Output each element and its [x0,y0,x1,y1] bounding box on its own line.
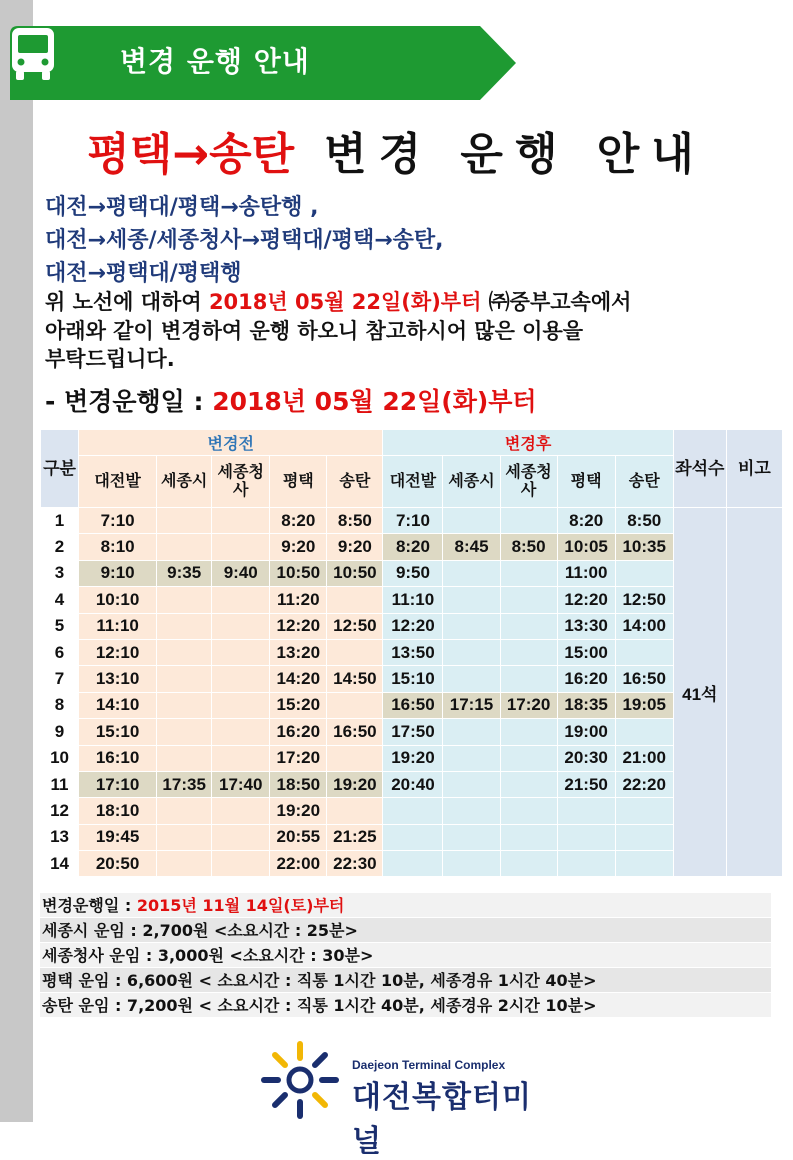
cell-before [157,719,212,745]
terminal-logo [260,1040,550,1159]
cell-before: 16:50 [327,719,383,745]
cell-after: 16:50 [615,666,673,692]
cell-before: 18:10 [79,798,157,824]
cell-before [327,745,383,771]
cell-after: 19:05 [615,692,673,718]
subheader-after: 세종청사 [500,456,557,508]
header-after: 변경후 [383,430,673,456]
cell-before: 18:50 [270,771,327,797]
cell-before: 11:20 [270,587,327,613]
row-number: 3 [41,560,79,586]
cell-after [443,824,500,850]
table-row [41,771,783,797]
table-row [41,560,783,586]
cell-after [443,508,500,534]
row-number: 9 [41,719,79,745]
cell-after [500,666,557,692]
cell-before [327,798,383,824]
seat-count: 41석 [673,508,726,877]
header-seat: 좌석수 [673,430,726,508]
cell-after [443,587,500,613]
info-pyeongtaek-fare: 평택 운임 : 6,600원 < 소요시간 : 직통 1시간 10분, 세종경유 1시간 40분> [40,968,771,993]
cell-after: 8:45 [443,534,500,560]
cell-after [443,771,500,797]
route-line-3: 대전→평택대/평택행 [45,261,242,286]
cell-before [212,508,270,534]
cell-before [157,824,212,850]
cell-before: 17:40 [212,771,270,797]
cell-before [212,587,270,613]
notice-date: 2018년 05월 22일(화)부터 [208,290,482,314]
subheader-after: 대전발 [383,456,443,508]
cell-before [327,587,383,613]
cell-after: 15:10 [383,666,443,692]
cell-after: 9:50 [383,560,443,586]
cell-after [500,719,557,745]
row-number: 14 [41,851,79,877]
info-date-label: 변경운행일 : [42,896,137,915]
row-number: 5 [41,613,79,639]
cell-after [500,824,557,850]
notice-company: ㈜중부고속에서 [481,290,632,314]
cell-before [212,745,270,771]
cell-before [212,851,270,877]
cell-before: 9:20 [327,534,383,560]
cell-before [212,692,270,718]
cell-after [443,560,500,586]
row-number: 2 [41,534,79,560]
cell-before: 14:50 [327,666,383,692]
cell-after [615,824,673,850]
header-before: 변경전 [79,430,383,456]
cell-after: 12:20 [383,613,443,639]
route-line-2: 대전→세종/세종청사→평택대/평택→송탄, [45,228,444,253]
cell-after: 17:15 [443,692,500,718]
cell-before: 10:50 [270,560,327,586]
cell-before: 8:20 [270,508,327,534]
cell-before [212,666,270,692]
page-title [0,118,793,182]
change-date-value: 2018년 05월 22일(화)부터 [212,387,537,416]
schedule-table [40,429,783,877]
subheader-before: 평택 [270,456,327,508]
cell-before: 17:20 [270,745,327,771]
cell-after [500,508,557,534]
cell-before: 10:10 [79,587,157,613]
cell-after: 19:20 [383,745,443,771]
cell-after [615,560,673,586]
cell-after [500,798,557,824]
cell-before: 21:25 [327,824,383,850]
subheader-after: 평택 [557,456,615,508]
row-number: 13 [41,824,79,850]
cell-before [327,639,383,665]
info-sejong-office-fare: 세종청사 운임 : 3,000원 <소요시간 : 30분> [40,943,771,968]
row-number: 7 [41,666,79,692]
cell-after: 10:05 [557,534,615,560]
cell-before [212,719,270,745]
cell-before: 7:10 [79,508,157,534]
cell-before: 19:20 [327,771,383,797]
cell-after [500,587,557,613]
cell-before: 15:10 [79,719,157,745]
cell-after [615,851,673,877]
subheader-before: 세종청사 [212,456,270,508]
cell-after: 8:20 [383,534,443,560]
cell-after: 11:00 [557,560,615,586]
notice-line-1 [45,286,631,316]
row-number: 12 [41,798,79,824]
change-date-label: - 변경운행일 : [45,387,213,416]
header-note: 비고 [726,430,782,508]
cell-before [212,613,270,639]
sun-logo-icon [260,1040,340,1120]
info-date [40,893,771,918]
row-number: 10 [41,745,79,771]
cell-before: 14:10 [79,692,157,718]
cell-before [327,692,383,718]
info-songtan-fare: 송탄 운임 : 7,200원 < 소요시간 : 직통 1시간 40분, 세종경유 2시간 10분> [40,993,771,1018]
table-row [41,534,783,560]
row-number: 1 [41,508,79,534]
cell-after: 20:40 [383,771,443,797]
cell-before: 8:10 [79,534,157,560]
cell-after [557,798,615,824]
cell-after [443,719,500,745]
cell-before [212,798,270,824]
cell-after: 12:20 [557,587,615,613]
cell-after: 14:00 [615,613,673,639]
cell-before: 10:50 [327,560,383,586]
cell-before: 17:35 [157,771,212,797]
cell-after: 20:30 [557,745,615,771]
subheader-before: 송탄 [327,456,383,508]
cell-after: 12:50 [615,587,673,613]
cell-after: 8:50 [615,508,673,534]
title-route: 평택→송탄 [87,129,295,180]
cell-before [157,666,212,692]
cell-after: 15:00 [557,639,615,665]
cell-after [500,771,557,797]
cell-before [157,587,212,613]
cell-before: 20:55 [270,824,327,850]
cell-after: 21:00 [615,745,673,771]
bus-icon [10,26,56,82]
table-row [41,824,783,850]
row-number: 4 [41,587,79,613]
cell-after [500,613,557,639]
cell-before: 14:20 [270,666,327,692]
cell-after [443,639,500,665]
cell-after: 22:20 [615,771,673,797]
cell-after [500,639,557,665]
cell-after [500,851,557,877]
cell-after [615,798,673,824]
table-row [41,508,783,534]
row-number: 6 [41,639,79,665]
table-row [41,639,783,665]
cell-after [443,851,500,877]
cell-before [157,639,212,665]
cell-after: 17:50 [383,719,443,745]
cell-before: 20:50 [79,851,157,877]
subheader-after: 세종시 [443,456,500,508]
cell-before: 8:50 [327,508,383,534]
subheader-after: 송탄 [615,456,673,508]
info-sejong-fare: 세종시 운임 : 2,700원 <소요시간 : 25분> [40,918,771,943]
table-row [41,719,783,745]
cell-after [615,639,673,665]
row-number: 8 [41,692,79,718]
cell-before: 16:10 [79,745,157,771]
header-gu: 구분 [41,430,79,508]
cell-before: 13:10 [79,666,157,692]
cell-before [157,613,212,639]
cell-before [157,508,212,534]
table-row [41,745,783,771]
logo-korean: 대전복합터미널 [352,1080,532,1159]
cell-before [212,824,270,850]
cell-before: 19:20 [270,798,327,824]
note-cell [726,508,782,877]
change-date [45,382,537,418]
notice-line-3: 부탁드립니다. [45,347,175,371]
header-banner [10,26,518,100]
cell-after [443,613,500,639]
cell-before [157,745,212,771]
cell-before: 16:20 [270,719,327,745]
cell-after: 13:50 [383,639,443,665]
subheader-before: 대전발 [79,456,157,508]
cell-before: 11:10 [79,613,157,639]
route-line-1: 대전→평택대/평택→송탄행 , [45,195,319,220]
notice-line-2: 아래와 같이 변경하여 운행 하오니 참고하시어 많은 이용을 [45,319,584,343]
cell-before: 17:10 [79,771,157,797]
cell-after: 7:10 [383,508,443,534]
cell-before: 9:40 [212,560,270,586]
cell-after [557,851,615,877]
cell-before: 13:20 [270,639,327,665]
row-number: 11 [41,771,79,797]
table-row [41,587,783,613]
cell-after: 18:35 [557,692,615,718]
cell-after [383,824,443,850]
table-row [41,692,783,718]
table-row [41,613,783,639]
cell-before: 9:20 [270,534,327,560]
cell-before: 19:45 [79,824,157,850]
table-row [41,851,783,877]
cell-after: 16:20 [557,666,615,692]
cell-before [157,851,212,877]
cell-after: 21:50 [557,771,615,797]
cell-after [383,798,443,824]
cell-after: 8:50 [500,534,557,560]
cell-after [443,798,500,824]
cell-after: 16:50 [383,692,443,718]
cell-before [212,639,270,665]
logo-english: Daejeon Terminal Complex [352,1058,506,1072]
cell-after [500,745,557,771]
cell-before: 12:10 [79,639,157,665]
cell-after: 19:00 [557,719,615,745]
info-date-value: 2015년 11월 14일(토)부터 [136,896,345,915]
cell-before: 12:50 [327,613,383,639]
cell-after: 11:10 [383,587,443,613]
cell-after [443,666,500,692]
cell-after [557,824,615,850]
cell-before: 22:00 [270,851,327,877]
table-row [41,798,783,824]
cell-after [500,560,557,586]
subheader-before: 세종시 [157,456,212,508]
cell-before: 9:10 [79,560,157,586]
banner-title: 변경 운행 안내 [120,45,310,78]
cell-after: 13:30 [557,613,615,639]
cell-before [157,692,212,718]
cell-after: 8:20 [557,508,615,534]
cell-after: 10:35 [615,534,673,560]
cell-before [157,534,212,560]
fare-info [40,893,771,1018]
cell-after [383,851,443,877]
title-text: 변경 운행 안내 [324,129,706,180]
cell-before [157,798,212,824]
notice-text: 위 노선에 대하여 [45,290,209,314]
table-row [41,666,783,692]
cell-before: 22:30 [327,851,383,877]
cell-after: 17:20 [500,692,557,718]
cell-after [443,745,500,771]
cell-before: 9:35 [157,560,212,586]
cell-before: 12:20 [270,613,327,639]
cell-before [212,534,270,560]
cell-after [615,719,673,745]
cell-before: 15:20 [270,692,327,718]
